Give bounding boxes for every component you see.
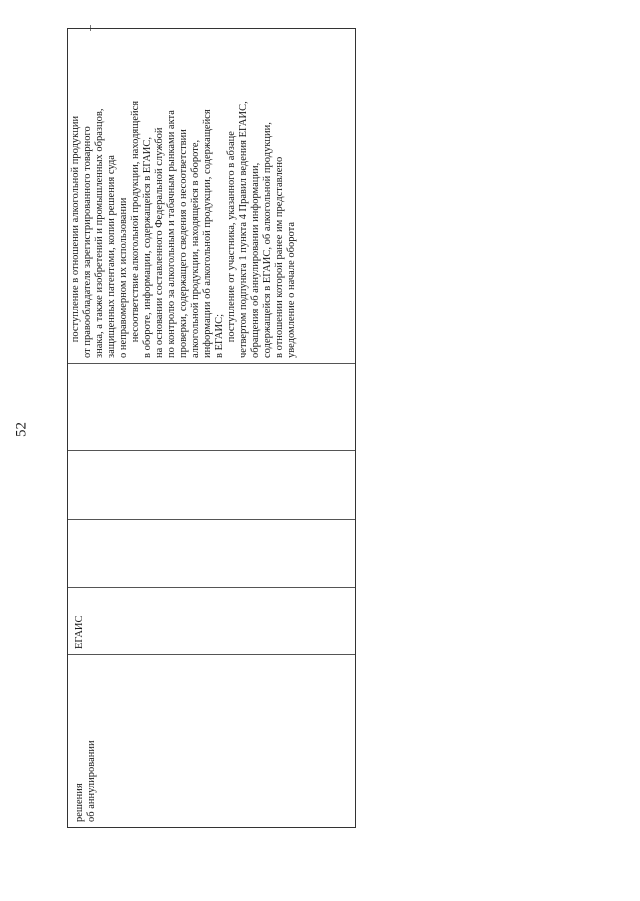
cell-col1: решения об аннулировании [74, 740, 97, 822]
column-divider [68, 450, 355, 451]
page-number: 52 [13, 422, 30, 437]
rotated-table [67, 28, 356, 828]
column-divider [68, 363, 355, 364]
cell-col2: ЕГАИС [74, 615, 85, 649]
column-divider [68, 654, 355, 655]
column-divider [68, 519, 355, 520]
column-divider [68, 587, 355, 588]
cell-col6: поступление в отношении алкогольной продукции от правообладателя зарегистрированного товарного знака, а также изобретений и промышленных образцов, защищенных патентами, копии решения суда о неправомерном их использовании несоответствие алкогольной продукции, находящейся в обороте, информации, содержащейся в ЕГАИС, на основании составленного Федеральной службой по контролю за алкогольным и табачным рынками акта проверки, содержащего сведения о несоответствии алкогольной продукции, находящейся в обороте, информации об алкогольной продукции, содержащейся в ЕГАИС; поступление от участника, указанного в абзаце четвертом подпункта 1 пункта 4 Правил ведения ЕГАИС, обращения об аннулировании информации, содержащейся в ЕГАИС, об алкогольной продукции, в отношении которой ранее им представлено уведомление о начале оборота [70, 100, 297, 358]
